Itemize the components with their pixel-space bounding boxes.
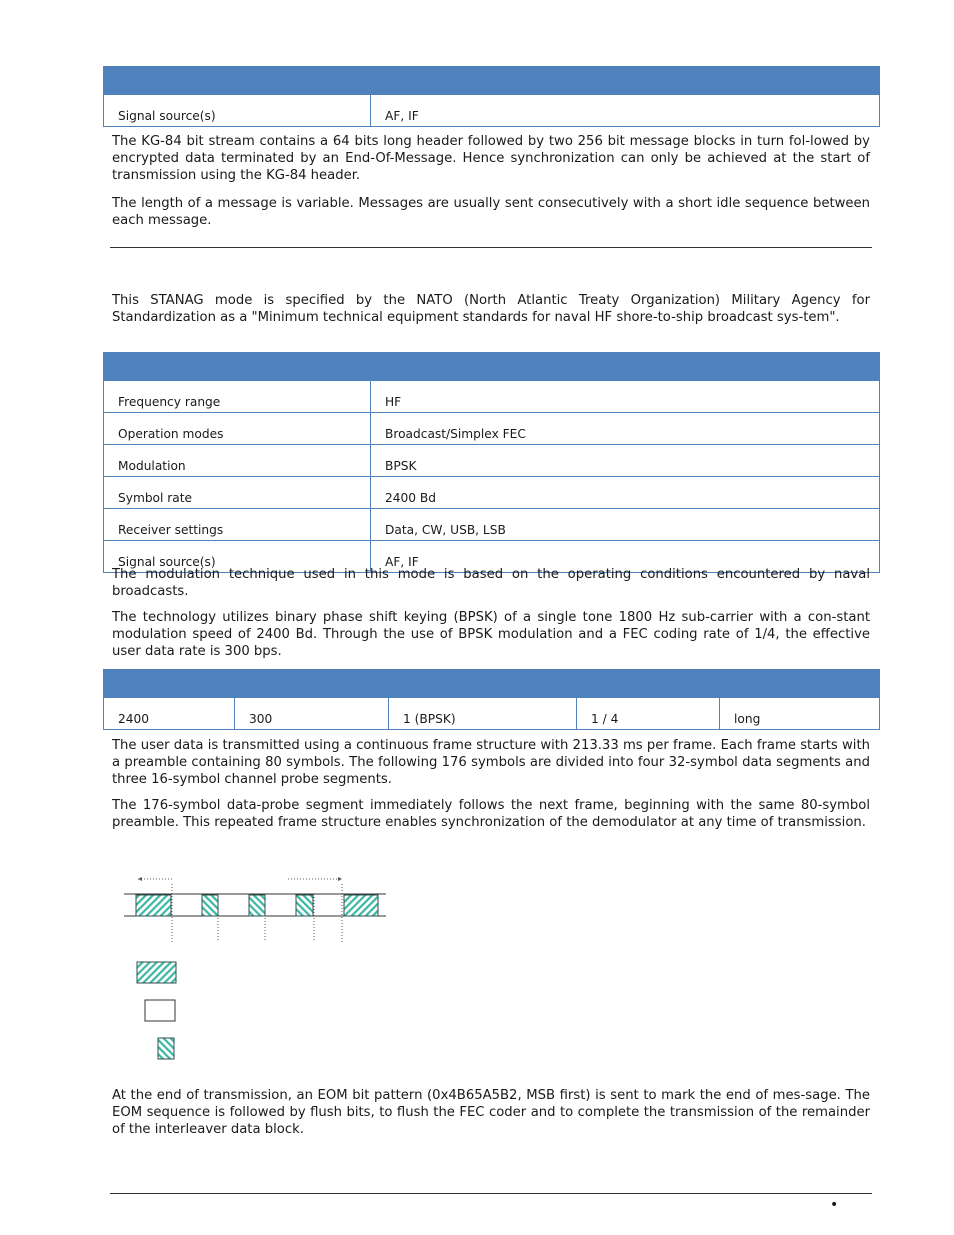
kg84-paragraph-1: The KG-84 bit stream contains a 64 bits long header followed by two 256 bit message blocks in turn fol-lowed by encrypted data terminated by an End-Of-Message. Hence synchronization can only be achieved at the start of transmission using the KG-84 header. [112, 134, 870, 183]
stanag-parameter-table [103, 352, 880, 573]
table-header-cell [104, 670, 235, 698]
probe-segment [296, 895, 313, 916]
table-cell-label: Symbol rate [104, 477, 371, 509]
arrow-left-icon [138, 877, 142, 881]
table-header-cell [371, 353, 880, 381]
probe-segment [249, 895, 265, 916]
table-cell: long [720, 698, 880, 730]
table-cell-label: Modulation [104, 445, 371, 477]
table-cell: 2400 [104, 698, 235, 730]
frame-paragraph-2: The 176-symbol data-probe segment immediately follows the next frame, beginning with the same 80-symbol preamble. This repeated frame structure enables synchronization of the demodulator at any time of transmission. [112, 798, 870, 830]
kg84-table [103, 66, 880, 127]
table-row [104, 698, 880, 730]
legend-probe-swatch [158, 1038, 174, 1059]
table-cell: 1 / 4 [577, 698, 720, 730]
modulation-paragraph-2: The technology utilizes binary phase shift keying (BPSK) of a single tone 1800 Hz sub-carrier with a con-stant modulation speed of 2400 Bd. Through the use of BPSK modulation and a FEC coding rate of 1/4, the effective user data rate is 300 bps. [112, 610, 870, 659]
footer-bullet: • [830, 1197, 839, 1213]
table-cell: 1 (BPSK) [389, 698, 577, 730]
table-cell-value: BPSK [371, 445, 880, 477]
table-header-cell [235, 670, 389, 698]
preamble-segment [344, 895, 378, 916]
rate-table [103, 669, 880, 730]
table-cell-label: Frequency range [104, 381, 371, 413]
table-cell-value: HF [371, 381, 880, 413]
table-cell-label: Signal source(s) [104, 541, 371, 573]
frame-paragraph-1: The user data is transmitted using a continuous frame structure with 213.33 ms per frame. Each frame starts with a preamble containing 80 symbols. The following 176 symbols are divided into four 32-symbol data segments and three 16-symbol channel probe segments. [112, 738, 870, 787]
table-row [104, 95, 880, 127]
legend-data-swatch [145, 1000, 175, 1021]
table-row [104, 445, 880, 477]
legend-preamble-swatch [137, 962, 176, 983]
modulation-paragraph-1: The modulation technique used in this mode is based on the operating conditions encountered by naval broadcasts. [112, 567, 870, 599]
arrow-right-icon [338, 877, 342, 881]
table-cell-value: Data, CW, USB, LSB [371, 509, 880, 541]
table-row [104, 413, 880, 445]
table-cell-value: 2400 Bd [371, 477, 880, 509]
table-row [104, 509, 880, 541]
probe-segment [202, 895, 218, 916]
table-cell-value: AF, IF [371, 95, 880, 127]
eom-paragraph: At the end of transmission, an EOM bit pattern (0x4B65A5B2, MSB first) is sent to mark the end of mes-sage. The EOM sequence is followed by flush bits, to flush the FEC coder and to complete the transmission of the remainder of the interleaver data block. [112, 1088, 870, 1137]
table-row [104, 381, 880, 413]
table-cell-value: Broadcast/Simplex FEC [371, 413, 880, 445]
table-row [104, 477, 880, 509]
frame-structure-diagram [110, 866, 410, 1066]
table-cell: 300 [235, 698, 389, 730]
stanag-intro-paragraph: This STANAG mode is specified by the NATO (North Atlantic Treaty Organization) Military Agency for Standardization as a "Minimum technical equipment standards for naval HF shore-to-ship broadcast sys-tem". [112, 293, 870, 325]
table-cell-label: Receiver settings [104, 509, 371, 541]
table-cell-label: Signal source(s) [104, 95, 371, 127]
table-header-cell [389, 670, 577, 698]
kg84-paragraph-2: The length of a message is variable. Messages are usually sent consecutively with a short idle sequence between each message. [112, 196, 870, 228]
preamble-segment [136, 895, 171, 916]
table-header-cell [104, 353, 371, 381]
footer-divider [110, 1193, 872, 1194]
table-header-cell [720, 670, 880, 698]
table-header-cell [371, 67, 880, 95]
section-divider [110, 247, 872, 248]
table-cell-label: Operation modes [104, 413, 371, 445]
table-header-cell [104, 67, 371, 95]
table-cell-value: AF, IF [371, 541, 880, 573]
table-header-cell [577, 670, 720, 698]
